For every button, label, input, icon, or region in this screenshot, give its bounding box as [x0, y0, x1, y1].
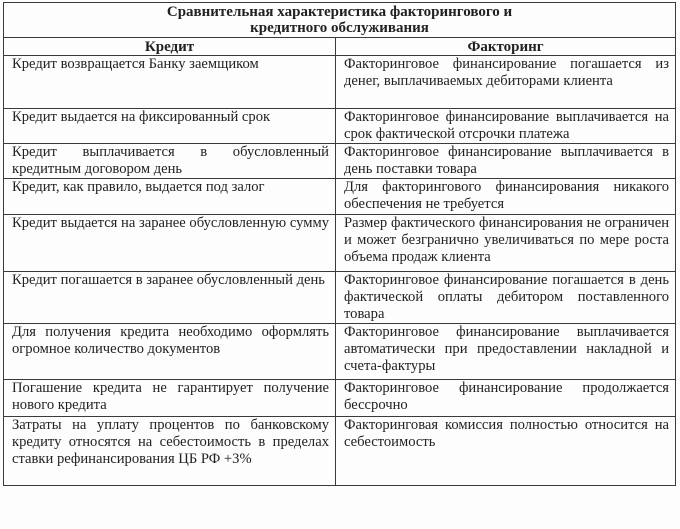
credit-cell: Для получения кредита необходимо оформлять огромное количество документов: [4, 324, 336, 380]
table-title-line-1: Сравнительная характеристика факторингового и: [166, 4, 513, 20]
credit-cell: Кредит выдается на заранее обусловленную сумму: [4, 215, 336, 272]
factoring-cell: Для факторингового финансирования никакого обеспечения не требуется: [336, 179, 676, 215]
factoring-cell: Факторинговое финансирование погашается из денег, выплачиваемых дебиторами клиента: [336, 56, 676, 109]
factoring-cell: Факторинговое финансирование погашается в день фактической оплаты дебитором поставленного товара: [336, 272, 676, 324]
column-header-credit: Кредит: [4, 38, 336, 56]
credit-cell: Кредит, как правило, выдается под залог: [4, 179, 336, 215]
factoring-cell: Факторинговое финансирование продолжается бессрочно: [336, 380, 676, 417]
table-row: [4, 324, 676, 380]
factoring-cell: Факторинговое финансирование выплачивается автоматически при предоставлении накладной и счета-фактуры: [336, 324, 676, 380]
factoring-cell: Факторинговое финансирование выплачивается на срок фактической отсрочки платежа: [336, 109, 676, 144]
credit-cell: Затраты на уплату процентов по банковскому кредиту относятся на себестоимость в пределах ставки рефинансирования ЦБ РФ +3%: [4, 417, 336, 486]
table-row: [4, 109, 676, 144]
header-row: [4, 38, 676, 56]
table-title: [4, 3, 676, 38]
credit-cell: Кредит выдается на фиксированный срок: [4, 109, 336, 144]
table-row: [4, 144, 676, 179]
factoring-cell: Факторинговое финансирование выплачивается в день поставки товара: [336, 144, 676, 179]
table-row: [4, 380, 676, 417]
column-header-factoring: Факторинг: [336, 38, 676, 56]
table-row: [4, 56, 676, 109]
credit-cell: Кредит возвращается Банку заемщиком: [4, 56, 336, 109]
credit-cell: Кредит погашается в заранее обусловленный день: [4, 272, 336, 324]
credit-cell: Погашение кредита не гарантирует получение нового кредита: [4, 380, 336, 417]
table-row: [4, 272, 676, 324]
credit-cell: Кредит выплачивается в обусловленный кредитным договором день: [4, 144, 336, 179]
table-row: [4, 215, 676, 272]
table-row: [4, 417, 676, 486]
comparison-table: [3, 2, 676, 486]
factoring-cell: Размер фактического финансирования не ограничен и может безгранично увеличиваться по мере роста объема продаж клиента: [336, 215, 676, 272]
table-title-line-2: кредитного обслуживания: [250, 20, 429, 36]
factoring-cell: Факторинговая комиссия полностью относится на себестоимость: [336, 417, 676, 486]
table-row: [4, 179, 676, 215]
